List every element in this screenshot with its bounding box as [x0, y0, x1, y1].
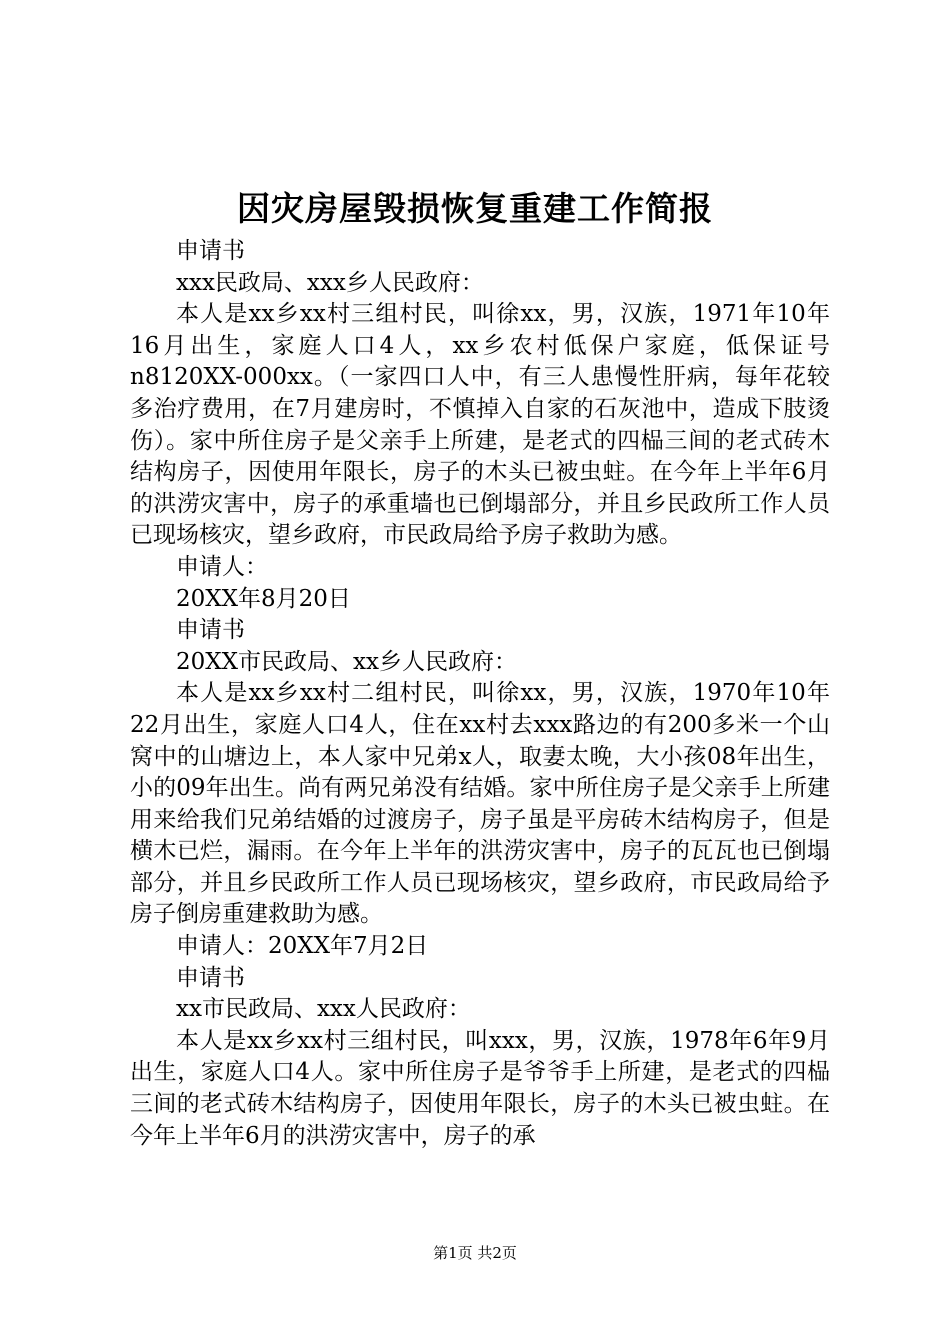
paragraph-content-2: 本人是xx乡xx村二组村民，叫徐xx，男，汉族，1970年10年22月出生，家庭人口4人，住在xx村去xxx路边的有200多米一个山窝中的山塘边上，本人家中兄弟x人，取妻太晚，大小孩08年出生，小的09年出生。尚有两兄弟没有结婚。家中所住房子是父亲手上所建用来给我们兄弟结婚的过渡房子，房子虽是平房砖木结构房子，但是横木已烂，漏雨。在今年上半年的洪涝灾害中，房子的瓦瓦也已倒塌部分，并且乡民政所工作人员已现场核灾，望乡政府，市民政局给予房子倒房重建救助为感。: [130, 680, 830, 928]
paragraph-content-3: 本人是xx乡xx村三组村民，叫xxx，男，汉族，1978年6年9月出生，家庭人口4人。家中所住房子是爷爷手上所建，是老式的四榀三间的老式砖木结构房子，因使用年限长，房子的木头已被虫蛀。在今年上半年6月的洪涝灾害中，房子的承: [130, 1027, 830, 1149]
paragraph-date-1: 20XX年8月20日: [176, 585, 351, 612]
page-number-footer: 第1页 共2页: [433, 1244, 517, 1262]
paragraph-addressee-2: 20XX市民政局、xx乡人民政府：: [176, 648, 517, 675]
paragraph-addressee-3: xx市民政局、xxx人民政府：: [176, 996, 471, 1023]
paragraph-heading-1: 申请书: [176, 238, 245, 264]
paragraph-addressee-1: xxx民政局、xxx乡人民政府：: [176, 269, 484, 296]
paragraph-heading-2: 申请书: [176, 617, 245, 644]
paragraph-heading-3: 申请书: [176, 964, 245, 991]
paragraph-content-1: 本人是xx乡xx村三组村民，叫徐xx，男，汉族，1971年10年16月出生，家庭人口4人，xx乡农村低保户家庭，低保证号n8120XX-000xx。（一家四口人中，有三人患慢性肝病，每年花较多治疗费用，在7月建房时，不慎掉入自家的石灰池中，造成下肢烫伤）。家中所住房子是父亲手上所建，是老式的四榀三间的老式砖木结构房子，因使用年限长，房子的木头已被虫蛀。在今年上半年6月的洪涝灾害中，房子的承重墙也已倒塌部分，并且乡民政所工作人员已现场核灾，望乡政府，市民政局给予房子救助为感。: [130, 301, 830, 549]
document-body: [130, 236, 830, 1152]
paragraph-applicant-date-2: 申请人：20XX年7月2日: [176, 933, 429, 960]
paragraph-applicant-1: 申请人：: [176, 553, 268, 580]
document-title: 因灾房屋毁损恢复重建工作简报: [237, 189, 713, 228]
